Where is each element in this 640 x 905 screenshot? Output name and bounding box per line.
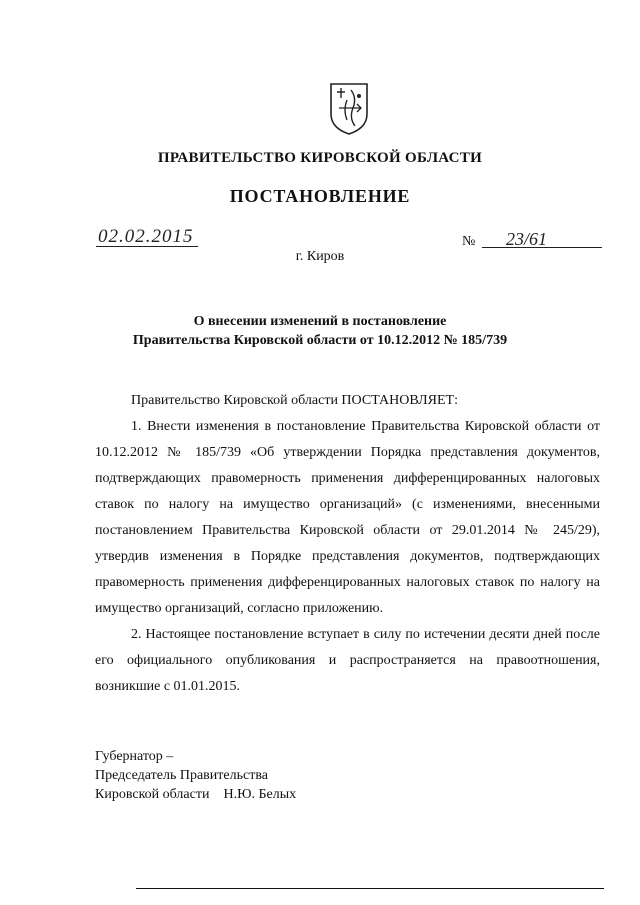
government-title: ПРАВИТЕЛЬСТВО КИРОВСКОЙ ОБЛАСТИ (157, 150, 483, 166)
body-item-1: 1. Внести изменения в постановление Правительства Кировской области от 10.12.2012 № 185/739 «Об утверждении Порядка представления документов, подтверждающих правомерность применения дифференцированных налоговых ставок по налогу на имущество организаций» (с изменениями, внесенными постановлением Правительства Кировской области от 29.01.2014 № 245/29), утвердив изменения в Порядке представления документов, подтверждающих правомерность применения дифференцированных налоговых ставок по налогу на имущество организаций, согласно приложению. (95, 419, 600, 616)
document-number (462, 231, 602, 250)
kirov-coat-of-arms-icon (327, 80, 371, 136)
body-item-2: 2. Настоящее постановление вступает в силу по истечении десяти дней после его официального опубликования и распространяется на правоотношения, возникшие с 01.01.2015. (95, 627, 600, 694)
signature-line-3 (95, 785, 296, 804)
signature-block (95, 747, 296, 804)
signature-title: Кировской области (95, 787, 210, 802)
subject-line-2: Правительства Кировской области от 10.12.2012 № 185/739 (132, 333, 508, 348)
document-type: ПОСТАНОВЛЕНИЕ (229, 186, 411, 206)
document-date: 02.02.2015 (96, 228, 198, 247)
body-intro: Правительство Кировской области ПОСТАНОВЛЯЕТ: (131, 393, 458, 408)
signature-line-1: Губернатор – (95, 749, 174, 764)
signature-name: Н.Ю. Белых (223, 787, 297, 802)
number-sign: № (462, 234, 476, 249)
document-body (95, 388, 600, 700)
number-value: 23/61 (482, 231, 602, 248)
footer-divider (136, 888, 604, 889)
signature-line-2: Председатель Правительства (95, 768, 268, 783)
subject-line-1: О внесении изменений в постановление (193, 314, 447, 329)
city: г. Киров (295, 249, 345, 264)
document-subject (0, 312, 640, 350)
